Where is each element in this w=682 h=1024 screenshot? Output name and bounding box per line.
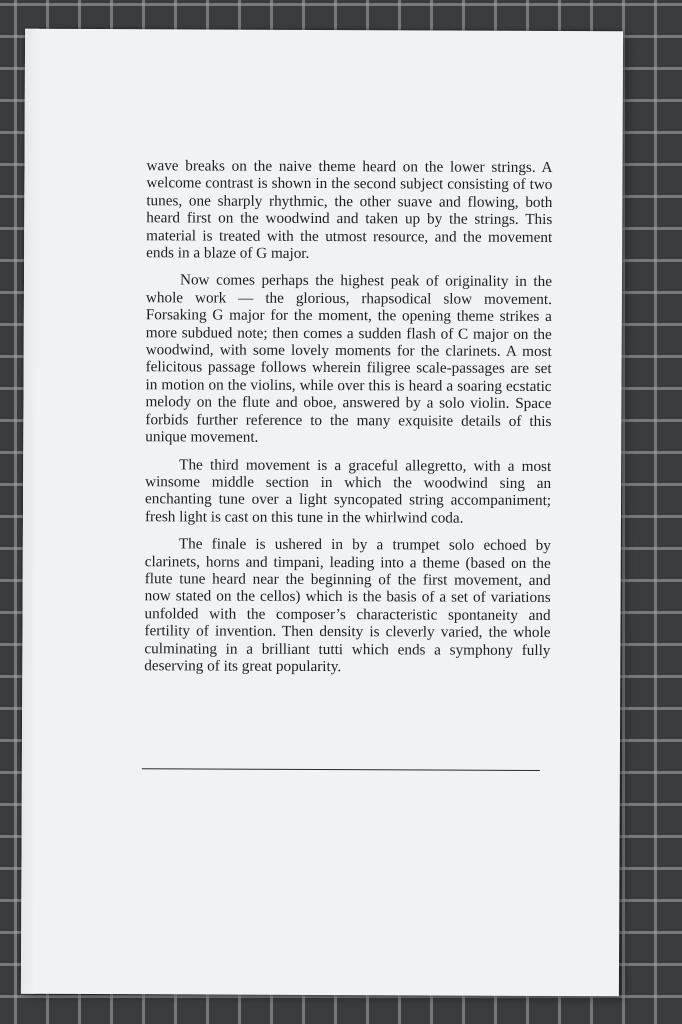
paragraph-third-movement: The third movement is a graceful allegretto, with a most winsome middle section in which the woodwind sing an enchanting tune over a light syncopated string accompaniment; fresh light is cast on this tune in the whirlwind coda.	[144, 455, 552, 527]
paragraph-slow-movement: Now comes perhaps the highest peak of originality in the whole work — the glorious, rhapsodical slow movement. Forsaking G major for the moment, the opening theme strikes a more subdued note; then comes a sudden flash of C major on the woodwind, with some lovely moments for the clarinets. A most felicitous passage follows wherein filigree scale-passages are set in motion on the violins, while over this is heard a soaring ecstatic melody on the flute and oboe, answered by a solo violin. Space forbids further reference to the many exquisite details of this unique movement.	[145, 271, 553, 446]
paragraph-finale: The finale is ushered in by a trumpet solo echoed by clarinets, horns and timpani, leading into a theme (based on the flute tune heard near the beginning of the first movement, and now stated on the cellos) which is the basis of a set of variations unfolded with the composer’s characteristic spontaneity and fertility of invention. Then density is cleverly varied, the whole culminating in a brilliant tutti which ends a symphony fully deserving of its great popularity.	[144, 535, 551, 676]
paragraph-continuation: wave breaks on the naive theme heard on the lower strings. A welcome contrast is shown in the second subject consisting of two tunes, one sharply rhythmic, the other suave and flowing, both heard first on the woodwind and taken up by the strings. This material is treated with the utmost resource, and the movement ends in a blaze of G major.	[146, 157, 553, 262]
body-text	[144, 157, 552, 686]
end-rule-divider	[142, 768, 540, 771]
document-page	[21, 29, 623, 997]
